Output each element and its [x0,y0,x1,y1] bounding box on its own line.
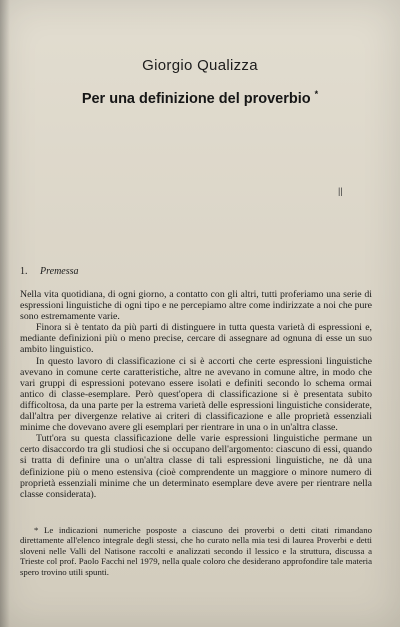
article-title-text: Per una definizione del proverbio [81,90,311,107]
title-footnote-mark: * [314,89,319,99]
margin-mark: || [338,186,343,196]
author-name: Giorgio Qualizza [142,57,258,74]
article-title [0,89,400,107]
section-label: Premessa [40,266,79,277]
paragraph-4: Tutt'ora su questa classificazione delle varie espressioni linguistiche permane un certo disaccordo tra gli studiosi che si occupano dell'argomento: ciascuno di essi, quando si tratta di definire una o un'altra classe di tali espressioni linguistiche, ne dà una definizione più o meno estensiva (cioè comprendente un maggiore o minore numero di proprietà essenziali minime che un determinato esemplare deve avere per rientrare nella classe considerata). [20,433,372,500]
paragraph-3: In questo lavoro di classificazione ci si è accorti che certe espressioni linguistiche avevano in comune certe caratteristiche, altre ne avevano in comune altre, in modo che vari gruppi di espressioni potevano essere isolati e definiti secondo lo schema ormai antico di classe-esemplare. Però quest'opera di classificazione si è presentata subito difficoltosa, da una parte per la estrema varietà delle espressioni linguistiche considerate, dall'altra per divergenze relative ai criteri di classificazione e alle proprietà essenziali minime che dovevano avere gli esemplari per rientrare in una o in un'altra classe. [20,355,372,434]
footnote: * Le indicazioni numeriche posposte a ciascuno dei proverbi o detti citati rimandano direttamente all'elenco integrale degli stessi, che ho curato nella mia tesi di laurea Proverbi e detti sloveni nelle Valli del Natisone raccolti e analizzati secondo il lessico e la struttura, discussa a Trieste col prof. Paolo Facchi nel 1979, nella quale coloro che desiderano approfondire tale materia spero trovino utili spunti. [20,525,372,577]
section-heading [20,266,79,277]
paragraph-2: Finora si è tentato da più parti di distinguere in tutta questa varietà di espressioni e, mediante definizioni più o meno precise, cercare di assegnare ad ognuna di esse un suo ambito linguistico. [20,322,372,356]
paragraph-1: Nella vita quotidiana, di ogni giorno, a contatto con gli altri, tutti proferiamo una serie di espressioni linguistiche di ogni tipo e ne percepiamo altre come indirizzate a noi che pure sono estremamente varie. [20,289,372,323]
body-text [20,289,372,500]
section-number: 1. [20,266,28,277]
